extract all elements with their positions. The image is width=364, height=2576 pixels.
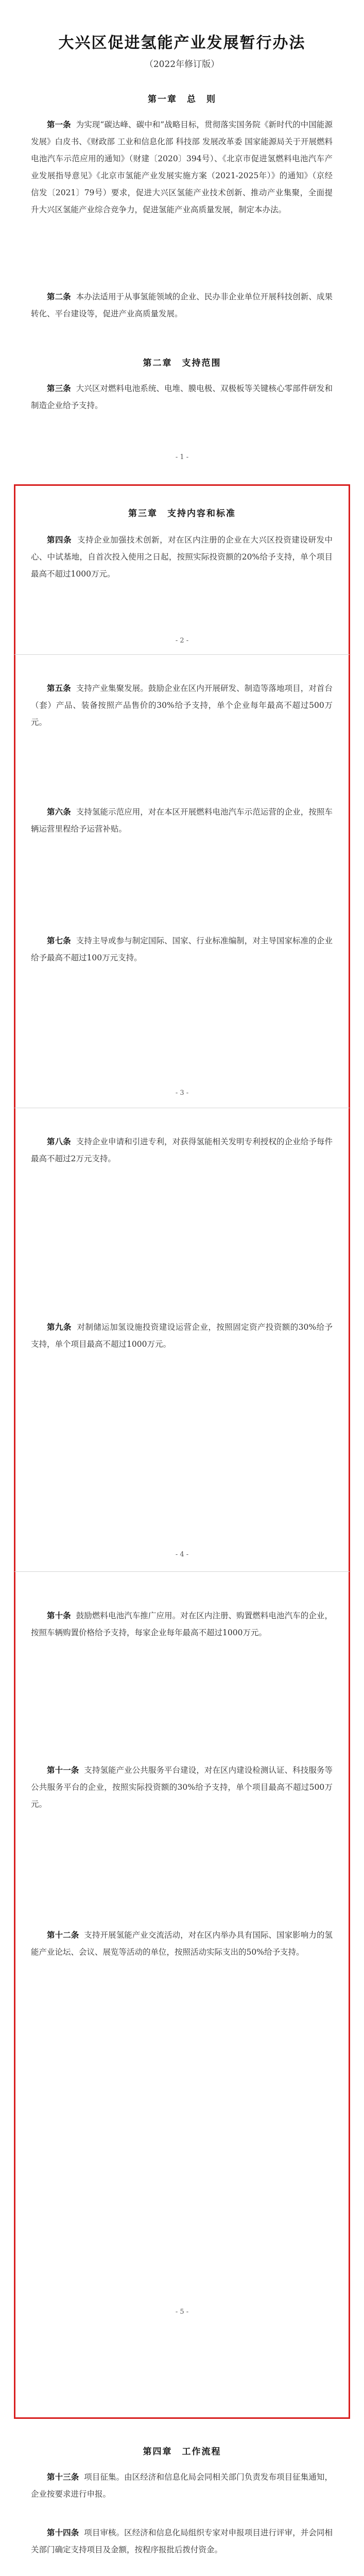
article-2-label: 第二条 <box>47 292 71 301</box>
article-14-text: 项目审核。区经济和信息化局组织专家对申报项目进行评审，并会同相关部门确定支持项目及金额，按程序报批后拨付资金。 <box>31 2528 333 2554</box>
article-6 <box>31 804 333 838</box>
article-11-label: 第十一条 <box>47 1766 79 1775</box>
article-9-text: 对制储运加氢设施投资建设运营企业，按照固定资产投资额的30%给予支持，单个项目最高不超过1000万元。 <box>31 1323 333 1349</box>
page-divider <box>14 654 350 655</box>
page-number: - 1 - <box>175 453 189 461</box>
article-13 <box>31 2469 333 2503</box>
article-5-label: 第五条 <box>47 684 71 693</box>
article-3 <box>31 380 333 414</box>
article-13-text: 项目征集。由区经济和信息化局会同相关部门负责发布项目征集通知，企业按要求进行申报。 <box>31 2472 333 2499</box>
article-6-text: 支持氢能示范应用，对在本区开展燃料电池汽车示范运营的企业，按照车辆运营里程给予运营补贴。 <box>31 807 333 834</box>
chapter-3-heading: 第三章 支持内容和标准 <box>128 509 236 519</box>
chapter-4-heading: 第四章 工作流程 <box>143 2447 221 2457</box>
article-4-label: 第四条 <box>47 535 72 545</box>
article-14 <box>31 2524 333 2558</box>
page-divider <box>14 1571 350 1572</box>
article-11-text: 支持氢能产业公共服务平台建设，对在区内建设检测认证、科技服务等公共服务平台的企业，按照实际投资额的30%给予支持，单个项目最高不超过500万元。 <box>31 1766 333 1809</box>
chapter-2-heading: 第二章 支持范围 <box>143 358 221 368</box>
article-2 <box>31 289 333 323</box>
article-9-label: 第九条 <box>47 1323 72 1332</box>
article-1 <box>31 116 333 218</box>
article-6-label: 第六条 <box>47 807 71 817</box>
article-8 <box>31 1133 333 1167</box>
page-number: - 3 - <box>175 1089 189 1097</box>
article-1-label: 第一条 <box>47 120 71 129</box>
article-10-label: 第十条 <box>47 1611 71 1620</box>
article-7-text: 支持主导或参与制定国际、国家、行业标准编制，对主导国家标准的企业给予最高不超过100万元支持。 <box>31 936 333 962</box>
article-8-text: 支持企业申请和引进专利，对获得氢能相关发明专利授权的企业给予每件最高不超过2万元支持。 <box>31 1137 333 1163</box>
article-12 <box>31 1927 333 1961</box>
article-3-text: 大兴区对燃料电池系统、电堆、膜电极、双极板等关键核心零部件研发和制造企业给予支持。 <box>31 384 333 410</box>
article-12-text: 支持开展氢能产业交流活动，对在区内举办具有国际、国家影响力的氢能产业论坛、会议、展览等活动的单位，按照活动实际支出的50%给予支持。 <box>31 1930 333 1957</box>
article-12-label: 第十二条 <box>47 1930 79 1940</box>
chapter-1-heading: 第一章 总 则 <box>148 94 216 105</box>
document-subtitle: （2022年修订版） <box>144 59 220 70</box>
article-13-label: 第十三条 <box>47 2472 79 2482</box>
article-2-text: 本办法适用于从事氢能领域的企业、民办非企业单位开展科技创新、成果转化、平台建设等，促进产业高质量发展。 <box>31 292 333 318</box>
page-number: - 5 - <box>175 2308 189 2316</box>
article-10 <box>31 1607 333 1641</box>
highlight-box-chapter-3 <box>14 484 350 2419</box>
article-4 <box>31 532 333 583</box>
article-1-text: 为实现“碳达峰、碳中和”战略目标，贯彻落实国务院《新时代的中国能源发展》白皮书、《财政部 工业和信息化部 科技部 发展改革委 国家能源局关于开展燃料电池汽车示范应用的通知》（财建〔2020〕394号）、《北京市促进氢燃料电池汽车产业发展指导意见》《北京市氢能产业发展实施方案（2021-2025年）》的通知》（京经信发〔2021〕79号）要求，促进大兴区氢能产业技术创新、推动产业集聚，全面提升大兴区氢能产业综合竞争力，促进氢能产业高质量发展，制定本办法。 <box>31 120 333 214</box>
page-number: - 4 - <box>175 1551 189 1558</box>
article-7 <box>31 933 333 967</box>
article-14-label: 第十四条 <box>47 2528 79 2537</box>
article-5 <box>31 680 333 731</box>
article-8-label: 第八条 <box>47 1137 71 1146</box>
article-10-text: 鼓励燃料电池汽车推广应用。对在区内注册、购置燃料电池汽车的企业，按照车辆购置价格给予支持，每家企业每年最高不超过1000万元。 <box>31 1611 333 1637</box>
article-7-label: 第七条 <box>47 936 71 945</box>
article-4-text: 支持企业加强技术创新，对在区内注册的企业在大兴区投资建设研发中心、中试基地，自首次投入使用之日起，按照实际投资额的20%给予支持，单个项目最高不超过1000万元。 <box>31 535 333 579</box>
article-11 <box>31 1762 333 1813</box>
article-9 <box>31 1319 333 1353</box>
document-title: 大兴区促进氢能产业发展暂行办法 <box>58 34 306 52</box>
page-number: - 2 - <box>175 637 189 645</box>
article-3-label: 第三条 <box>47 384 71 393</box>
article-5-text: 支持产业集聚发展。鼓励企业在区内开展研发、制造等落地项目，对首台（套）产品、装备按照产品售价的30%给予支持，单个企业每年最高不超过500万元。 <box>31 684 333 727</box>
